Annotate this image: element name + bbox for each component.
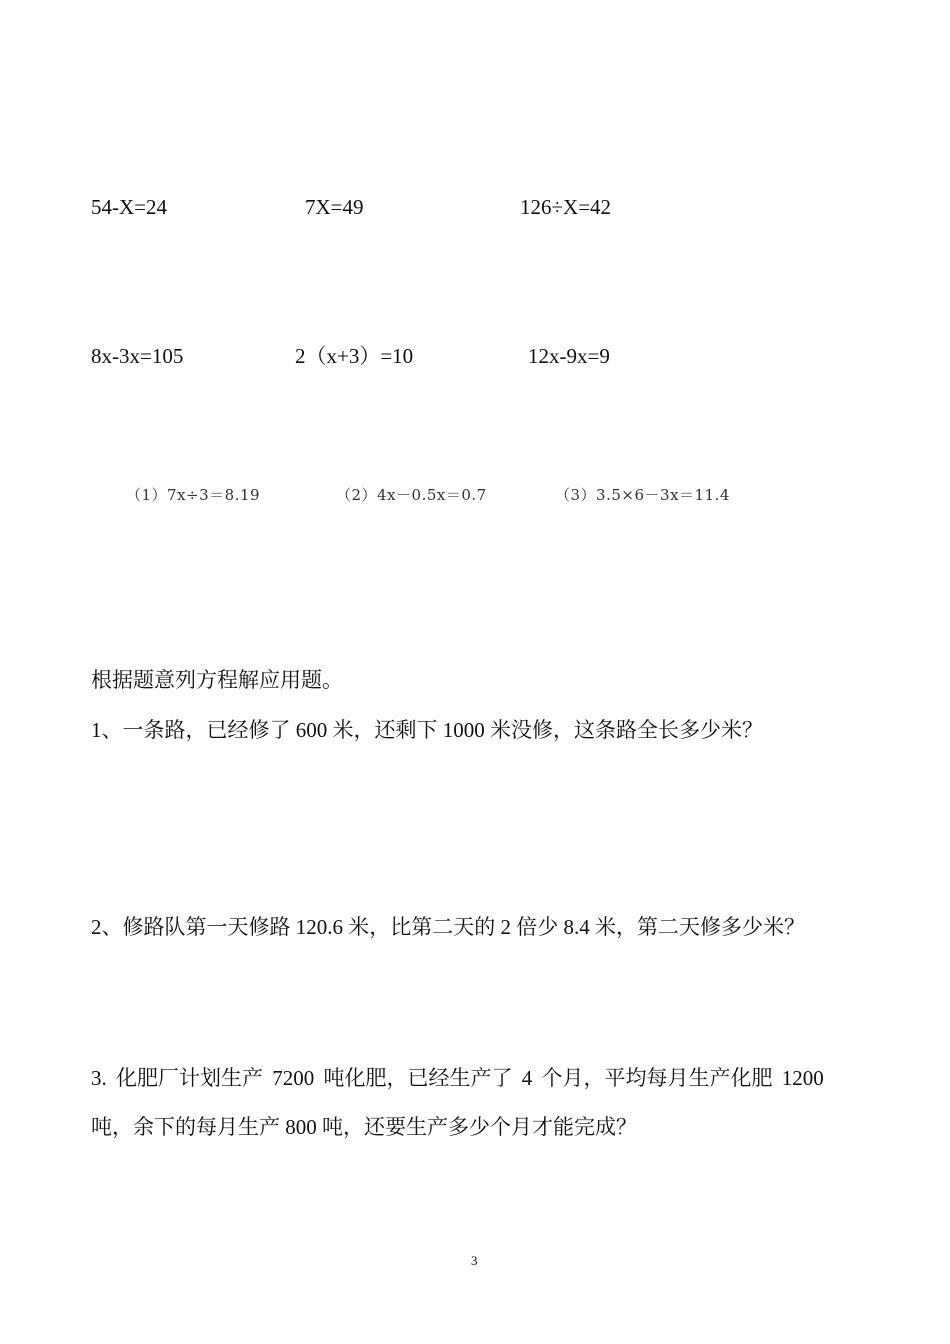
section-title: 根据题意列方程解应用题。 — [91, 668, 343, 692]
equation-1-2: 7X=49 — [305, 195, 364, 219]
problem-1: 1、一条路，已经修了 600 米，还剩下 1000 米没修，这条路全长多少米？ — [91, 718, 763, 742]
equation-3-1: （1）7x÷3＝8.19 — [126, 486, 261, 504]
equation-1-1: 54-X=24 — [91, 195, 168, 219]
problem-3-line-2: 吨，余下的每月生产 800 吨，还要生产多少个月才能完成？ — [91, 1115, 637, 1139]
problem-2: 2、修路队第一天修路 120.6 米，比第二天的 2 倍少 8.4 米，第二天修多少米？ — [91, 915, 805, 939]
equation-2-3: 12x-9x=9 — [528, 344, 610, 368]
equation-3-2: （2）4x－0.5x＝0.7 — [336, 486, 487, 504]
page-number: 3 — [471, 1253, 478, 1268]
equation-3-3: （3）3.5×6－3x＝11.4 — [555, 486, 730, 504]
equation-2-2: 2（x+3）=10 — [295, 344, 414, 368]
equation-1-3: 126÷X=42 — [520, 195, 612, 219]
equation-2-1: 8x-3x=105 — [91, 344, 184, 368]
problem-3-line-1: 3. 化肥厂计划生产 7200 吨化肥，已经生产了 4 个月，平均每月生产化肥 1200 — [91, 1066, 824, 1090]
